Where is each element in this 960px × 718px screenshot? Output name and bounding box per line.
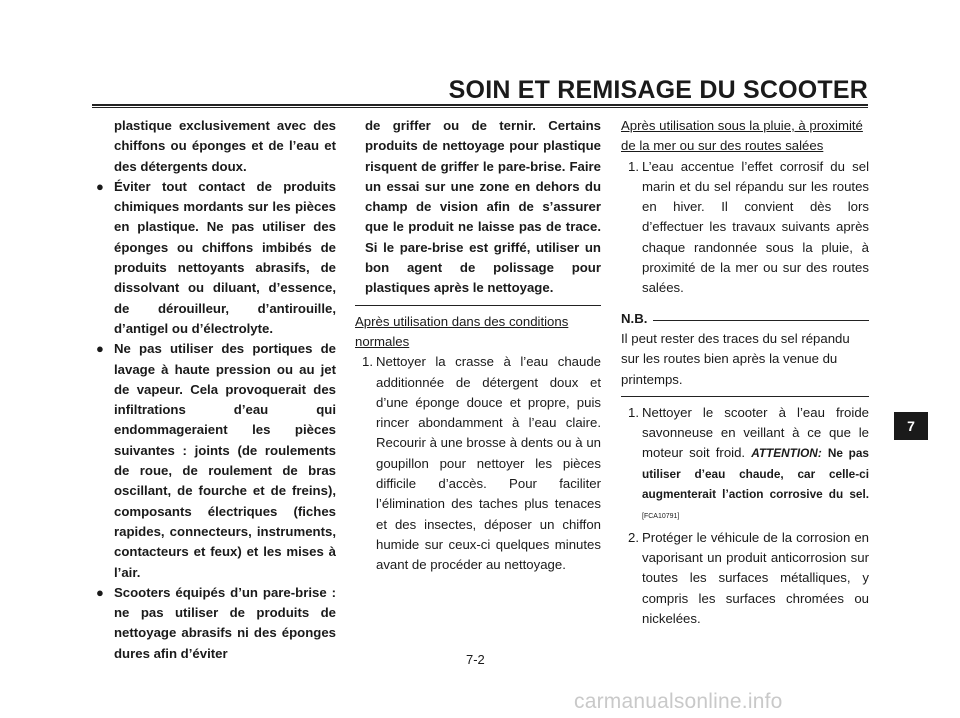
reference-code: [FCA10791] (642, 513, 680, 521)
chapter-tab: 7 (894, 412, 928, 440)
attention-text: Ne pas utiliser d’eau chaude, car celle-ci augmenterait l’action corrosive du sel. (642, 446, 869, 502)
section-heading: Après utilisation dans des conditions normales (355, 313, 569, 349)
section-divider (355, 305, 601, 306)
note-text: Il peut rester des traces du sel répandu sur les routes bien après la venue du printemps. (621, 330, 850, 387)
step-number: 1. (362, 354, 373, 370)
step-text: Nettoyer le scooter à l’eau froide savonneuse en veillant à ce que le moteur soit froid. (642, 404, 869, 461)
intro-text: plastique exclusivement avec des chiffons ou éponges et de l’eau et des détergents doux. (114, 118, 336, 174)
step-number: 2. (628, 529, 639, 545)
bullet-item (96, 177, 336, 339)
note-rule (653, 320, 869, 321)
list-item (621, 403, 869, 528)
list-item (621, 157, 869, 299)
page-title: SOIN ET REMISAGE DU SCOOTER (448, 76, 868, 104)
bullet-item (96, 339, 336, 583)
step-number: 1. (628, 404, 639, 420)
step-number: 1. (628, 158, 639, 174)
bullet-icon: ● (96, 178, 104, 194)
note-header (621, 309, 869, 329)
bullet-icon: ● (96, 341, 104, 357)
note-label: N.B. (621, 310, 648, 326)
section-heading: Après utilisation sous la pluie, à proximité de la mer ou sur des routes salées (621, 118, 863, 154)
step-text: Protéger le véhicule de la corrosion en vaporisant un produit anticorrosion sur toutes les surfaces métalliques, y compris les surfaces chromées ou nickelées. (642, 529, 869, 626)
step-text: Nettoyer la crasse à l’eau chaude additionnée de détergent doux et d’une éponge douce et propre, puis rincer abondamment à l’eau claire. Recourir à une brosse à dents ou à un goupillon pour nettoyer les pièces difficile d’accès. Pour faciliter l’élimination des taches plus tenaces et des insectes, déposer un chiffon humide sur ceux-ci quelques minutes avant de procéder au nettoyage. (376, 354, 601, 573)
step-text: L’eau accentue l’effet corrosif du sel marin et du sel répandu sur les routes en hiver. Il convient dès lors d’effectuer les travaux suivants après chaque randonnée sous la pluie, à proximité de la mer ou sur des routes salées. (642, 158, 869, 296)
list-item (621, 528, 869, 629)
bullet-icon: ● (96, 584, 104, 600)
bullet-item (96, 583, 336, 664)
bullet-text: Scooters équipés d’un pare-brise : ne pas utiliser de produits de nettoyage abrasifs ni des éponges dures afin d’éviter (114, 584, 336, 661)
header-divider (92, 104, 868, 108)
note-end-divider (621, 396, 869, 397)
bullet-text: Ne pas utiliser des portiques de lavage à haute pression ou au jet de vapeur. Cela provoquerait des infiltrations d’eau qui endommageraient les pièces suivantes : joints (de roulements de roue, de roulement de bras oscillant, de fourche et de freins), composants électriques (fiches rapides, connecteurs, instruments, contacteurs et feux) et les mises à l’air. (114, 341, 336, 580)
continuation-text: de griffer ou de ternir. Certains produits de nettoyage pour plastique risquent de griffer le pare-brise. Faire un essai sur une zone en dehors du champ de vision afin de s’assurer que le produit ne laisse pas de trace. Si le pare-brise est griffé, utiliser un bon agent de polissage pour plastiques après le nettoyage. (365, 118, 601, 296)
column-3 (621, 116, 869, 629)
column-1 (96, 116, 336, 664)
list-item (355, 352, 601, 575)
attention-label: ATTENTION: (751, 446, 822, 461)
page-number: 7-2 (466, 652, 485, 667)
bullet-text: Éviter tout contact de produits chimiques mordants sur les pièces en plastique. Ne pas utiliser des éponges ou chiffons imbibés de produits nettoyants abrasifs, de dissolvant ou diluant, d’essence, de dérouilleur, d’antirouille, d’antigel ou d’électrolyte. (114, 178, 336, 336)
column-2 (355, 116, 601, 576)
watermark: carmanualsonline.info (574, 690, 783, 713)
